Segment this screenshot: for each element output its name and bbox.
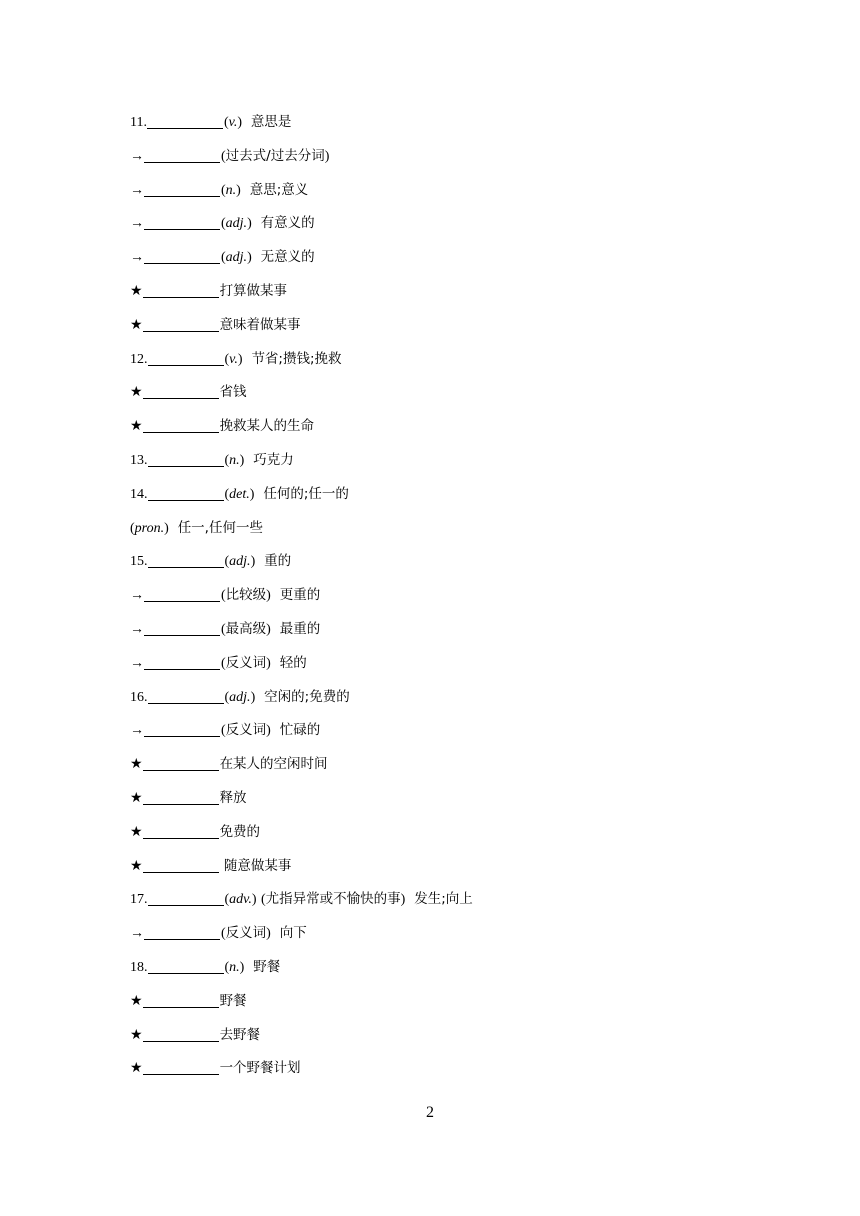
chinese-meaning: 野餐 (253, 958, 281, 975)
vocab-line: → (n.) 意思;意义 (130, 181, 309, 198)
answer-blank[interactable] (148, 552, 224, 568)
grammar-note: 最高级 (225, 620, 267, 637)
part-of-speech: adv. (229, 892, 252, 908)
answer-blank[interactable] (143, 316, 219, 332)
vocab-line: 17. (adv.) (尤指异常或不愉快的事) 发生;向上 (130, 891, 473, 908)
item-number: 15. (130, 554, 148, 570)
part-of-speech: n. (229, 959, 240, 975)
chinese-meaning: 意思;意义 (249, 181, 309, 198)
answer-blank[interactable] (144, 147, 220, 163)
answer-blank[interactable] (148, 485, 224, 501)
vocab-line (130, 315, 770, 349)
part-of-speech: n. (229, 452, 240, 468)
answer-blank[interactable] (144, 586, 220, 602)
grammar-note: 反义词 (225, 654, 267, 671)
vocab-line: 16. (adj.) 空闲的;免费的 (130, 688, 350, 705)
vocab-line (130, 754, 770, 788)
vocab-line: → (比较级) 更重的 (130, 587, 321, 604)
chinese-meaning: 打算做某事 (219, 282, 288, 299)
chinese-meaning: 在某人的空闲时间 (219, 756, 328, 773)
item-number: 17. (130, 892, 148, 908)
vocab-line (130, 416, 770, 450)
part-of-speech: adj. (229, 689, 251, 705)
chinese-meaning: 节省;攒钱;挽救 (251, 350, 342, 367)
vocab-line: → (反义词) 忙碌的 (130, 722, 321, 739)
item-number: 18. (130, 959, 148, 975)
grammar-note: 尤指异常或不愉快的事 (265, 891, 401, 908)
chinese-meaning: 随意做某事 (219, 857, 292, 874)
chinese-meaning: 意思是 (250, 114, 292, 130)
arrow-icon: → (130, 655, 144, 671)
star-icon: ★ (130, 316, 143, 333)
answer-blank[interactable] (143, 823, 219, 839)
chinese-meaning: 野餐 (219, 992, 247, 1009)
answer-blank[interactable] (147, 113, 223, 129)
vocab-line: → (adj.) 有意义的 (130, 215, 315, 232)
vocab-line: → (最高级) 最重的 (130, 620, 321, 637)
answer-blank[interactable] (148, 890, 224, 906)
part-of-speech: adj. (225, 216, 248, 232)
arrow-icon: → (130, 926, 144, 942)
vocab-line: → (adj.) 无意义的 (130, 249, 315, 266)
star-icon: ★ (130, 1060, 143, 1077)
item-number: 12. (130, 351, 148, 367)
chinese-meaning: 发生;向上 (414, 891, 473, 908)
chinese-meaning: 无意义的 (260, 249, 315, 266)
answer-blank[interactable] (148, 350, 224, 366)
vocab-line: → (反义词) 向下 (130, 925, 307, 942)
star-icon: ★ (130, 823, 143, 840)
vocab-line (130, 788, 770, 822)
grammar-note: 过去式/过去分词 (225, 147, 325, 164)
answer-blank[interactable] (144, 924, 220, 940)
page-number: 2 (426, 1104, 434, 1121)
chinese-meaning: 空闲的;免费的 (264, 688, 350, 705)
vocab-line: (pron.) 任一,任何一些 (130, 519, 263, 536)
chinese-meaning: 重的 (264, 553, 292, 570)
vocab-line: → (反义词) 轻的 (130, 654, 307, 671)
vocab-line (130, 382, 770, 416)
answer-blank[interactable] (143, 789, 219, 805)
answer-blank[interactable] (148, 958, 224, 974)
answer-blank[interactable] (143, 755, 219, 771)
item-number: 16. (130, 689, 148, 705)
part-of-speech: det. (229, 486, 250, 502)
arrow-icon: → (130, 250, 144, 266)
vocab-line: 15. (adj.) 重的 (130, 553, 292, 570)
chinese-meaning: 忙碌的 (279, 722, 321, 739)
star-icon: ★ (130, 418, 143, 435)
part-of-speech: adj. (229, 554, 251, 570)
vocab-line: 12. (v.) 节省;攒钱;挽救 (130, 350, 342, 367)
arrow-icon: → (130, 621, 144, 637)
vocab-line (130, 1025, 770, 1059)
answer-blank[interactable] (148, 688, 224, 704)
answer-blank[interactable] (144, 214, 220, 230)
chinese-meaning: 有意义的 (260, 215, 315, 232)
vocab-line (130, 856, 770, 890)
star-icon: ★ (130, 1026, 143, 1043)
chinese-meaning: 免费的 (219, 823, 261, 840)
chinese-meaning: 挽救某人的生命 (219, 418, 315, 435)
vocab-line (130, 281, 770, 315)
vocab-line (130, 991, 770, 1025)
chinese-meaning: 释放 (219, 789, 247, 806)
vocab-line (130, 1058, 770, 1092)
chinese-meaning: 巧克力 (253, 451, 294, 468)
answer-blank[interactable] (143, 383, 219, 399)
answer-blank[interactable] (144, 248, 220, 264)
answer-blank[interactable] (144, 620, 220, 636)
chinese-meaning: 意味着做某事 (219, 316, 301, 333)
chinese-meaning: 更重的 (279, 587, 321, 604)
part-of-speech: v. (228, 115, 238, 130)
answer-blank[interactable] (143, 857, 219, 873)
chinese-meaning: 轻的 (279, 654, 307, 671)
chinese-meaning: 省钱 (219, 384, 247, 401)
answer-blank[interactable] (143, 417, 219, 433)
arrow-icon: → (130, 148, 144, 164)
part-of-speech: v. (229, 351, 238, 367)
chinese-meaning: 任一,任何一些 (177, 519, 263, 536)
answer-blank[interactable] (148, 451, 224, 467)
vocab-line: → (过去式/过去分词) (130, 147, 330, 164)
answer-blank[interactable] (144, 654, 220, 670)
vocab-line (130, 822, 770, 856)
grammar-note: 比较级 (225, 587, 267, 604)
answer-blank[interactable] (144, 721, 220, 737)
star-icon: ★ (130, 789, 143, 806)
vocab-line: 18. (n.) 野餐 (130, 958, 281, 975)
answer-blank[interactable] (143, 1059, 219, 1075)
star-icon: ★ (130, 384, 143, 401)
chinese-meaning: 一个野餐计划 (219, 1060, 301, 1077)
arrow-icon: → (130, 723, 144, 739)
item-number: 14. (130, 486, 148, 502)
star-icon: ★ (130, 857, 143, 874)
answer-blank[interactable] (143, 282, 219, 298)
chinese-meaning: 最重的 (279, 620, 321, 637)
chinese-meaning: 任何的;任一的 (263, 485, 349, 502)
answer-blank[interactable] (144, 181, 220, 197)
part-of-speech: pron. (134, 520, 165, 536)
answer-blank[interactable] (143, 1026, 219, 1042)
chinese-meaning: 去野餐 (219, 1026, 261, 1043)
vocab-line: 13. (n.) 巧克力 (130, 451, 294, 468)
vocab-line: 14. (det.) 任何的;任一的 (130, 485, 349, 502)
arrow-icon: → (130, 588, 144, 604)
star-icon: ★ (130, 282, 143, 299)
item-number: 13. (130, 452, 148, 468)
star-icon: ★ (130, 756, 143, 773)
part-of-speech: n. (225, 182, 237, 198)
chinese-meaning: 向下 (279, 925, 307, 942)
part-of-speech: adj. (225, 250, 248, 266)
star-icon: ★ (130, 992, 143, 1009)
item-number: 11. (130, 115, 147, 130)
grammar-note: 反义词 (225, 925, 267, 942)
arrow-icon: → (130, 182, 144, 198)
answer-blank[interactable] (143, 992, 219, 1008)
grammar-note: 反义词 (225, 722, 267, 739)
vocabulary-list (130, 112, 770, 1092)
arrow-icon: → (130, 216, 144, 232)
vocab-line: 11. (v.) 意思是 (130, 114, 292, 130)
